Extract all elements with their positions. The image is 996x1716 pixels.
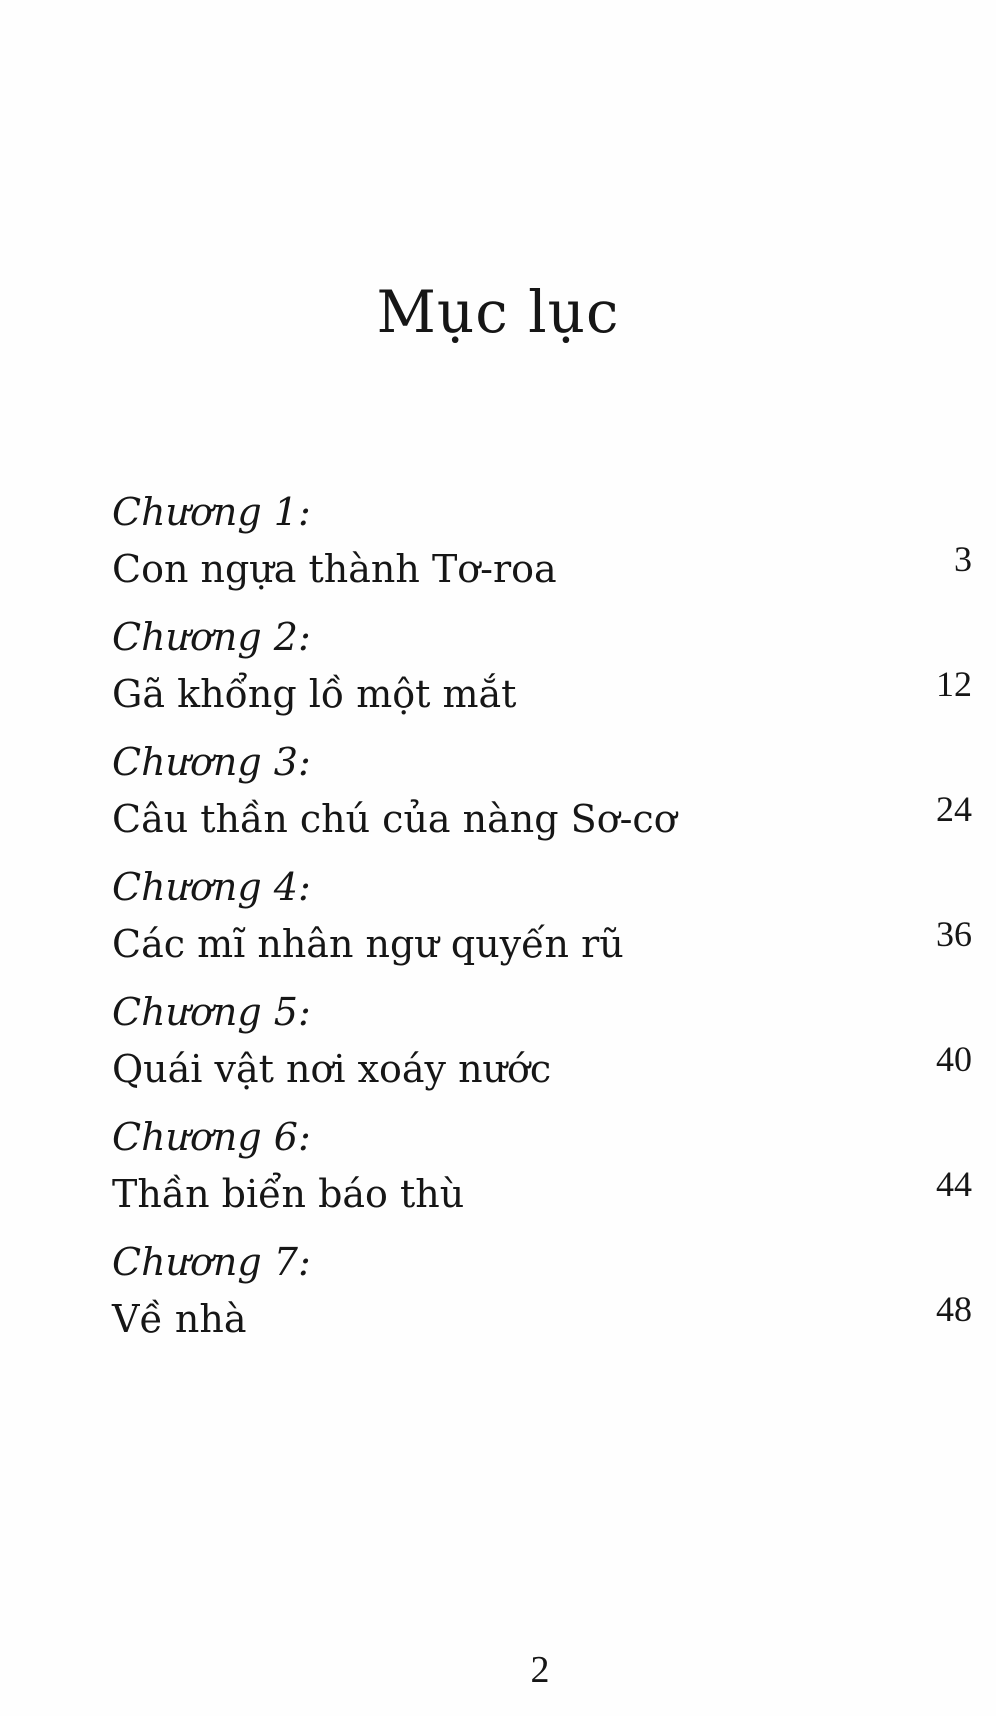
chapter-title: Câu thần chú của nàng Sơ-cơ <box>112 797 677 841</box>
chapter-page-number: 40 <box>936 1039 972 1079</box>
chapter-title: Gã khổng lồ một mắt <box>112 672 517 716</box>
chapter-title: Con ngựa thành Tơ-roa <box>112 547 557 591</box>
chapter-page-number: 36 <box>936 914 972 954</box>
chapter-label: Chương 1: <box>112 490 311 534</box>
chapter-page-number: 24 <box>936 789 972 829</box>
chapter-label: Chương 5: <box>112 990 311 1034</box>
page-number: 2 <box>530 1649 550 1691</box>
chapter-label: Chương 4: <box>112 865 311 909</box>
chapter-label: Chương 2: <box>112 615 311 659</box>
chapter-label: Chương 7: <box>112 1240 311 1284</box>
chapter-page-number: 48 <box>936 1289 972 1329</box>
chapter-page-number: 44 <box>936 1164 972 1204</box>
chapter-title: Về nhà <box>112 1297 247 1341</box>
page-title: Mục lục <box>376 278 620 346</box>
chapter-page-number: 12 <box>936 664 972 704</box>
chapter-title: Các mĩ nhân ngư quyến rũ <box>112 922 624 966</box>
chapter-title: Quái vật nơi xoáy nước <box>112 1047 552 1091</box>
chapter-title: Thần biển báo thù <box>112 1172 465 1216</box>
chapter-page-number: 3 <box>954 539 972 579</box>
chapter-label: Chương 6: <box>112 1115 311 1159</box>
chapter-label: Chương 3: <box>112 740 311 784</box>
